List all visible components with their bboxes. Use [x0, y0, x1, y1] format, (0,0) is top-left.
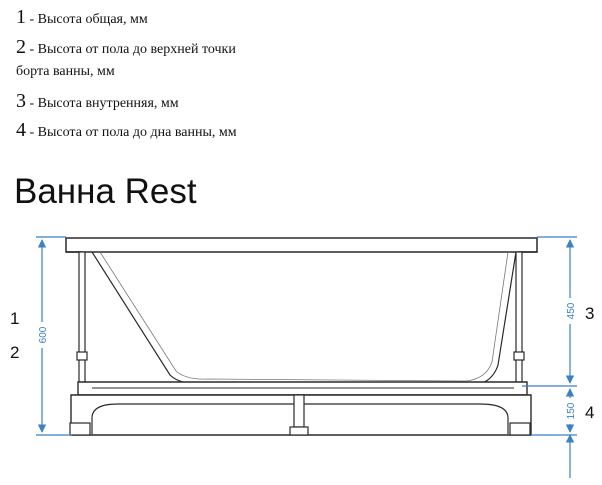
legend-text: - Высота от пола до верхней точки [26, 42, 236, 57]
foot-center-base [290, 427, 308, 435]
dimension-inner-height: 450 [566, 302, 577, 320]
foot-left [70, 423, 90, 435]
label-2: 2 [10, 343, 20, 362]
dimension-floor-to-bottom: 150 [566, 402, 577, 420]
legend-number: 2 [16, 36, 26, 58]
page-title: Ванна Rest [14, 172, 197, 211]
label-4: 4 [585, 403, 595, 422]
bathtub [66, 238, 537, 435]
legend-number: 3 [16, 90, 26, 112]
tub-body [66, 238, 537, 392]
foot-center [294, 395, 304, 427]
legend-text: - Высота от пола до дна ванны, мм [26, 125, 237, 140]
leg-right-clamp [514, 352, 524, 360]
leg-left-clamp [77, 352, 87, 360]
legend-number: 4 [16, 119, 26, 141]
legend-text: - Высота внутренняя, мм [26, 96, 179, 111]
label-1: 1 [10, 309, 20, 328]
label-3: 3 [585, 304, 595, 323]
foot-right [510, 423, 530, 435]
legend-number: 1 [16, 6, 26, 28]
legend-text: борта ванны, мм [16, 64, 115, 79]
legend-text: - Высота общая, мм [26, 12, 148, 27]
dimension-total-height: 600 [38, 326, 49, 344]
